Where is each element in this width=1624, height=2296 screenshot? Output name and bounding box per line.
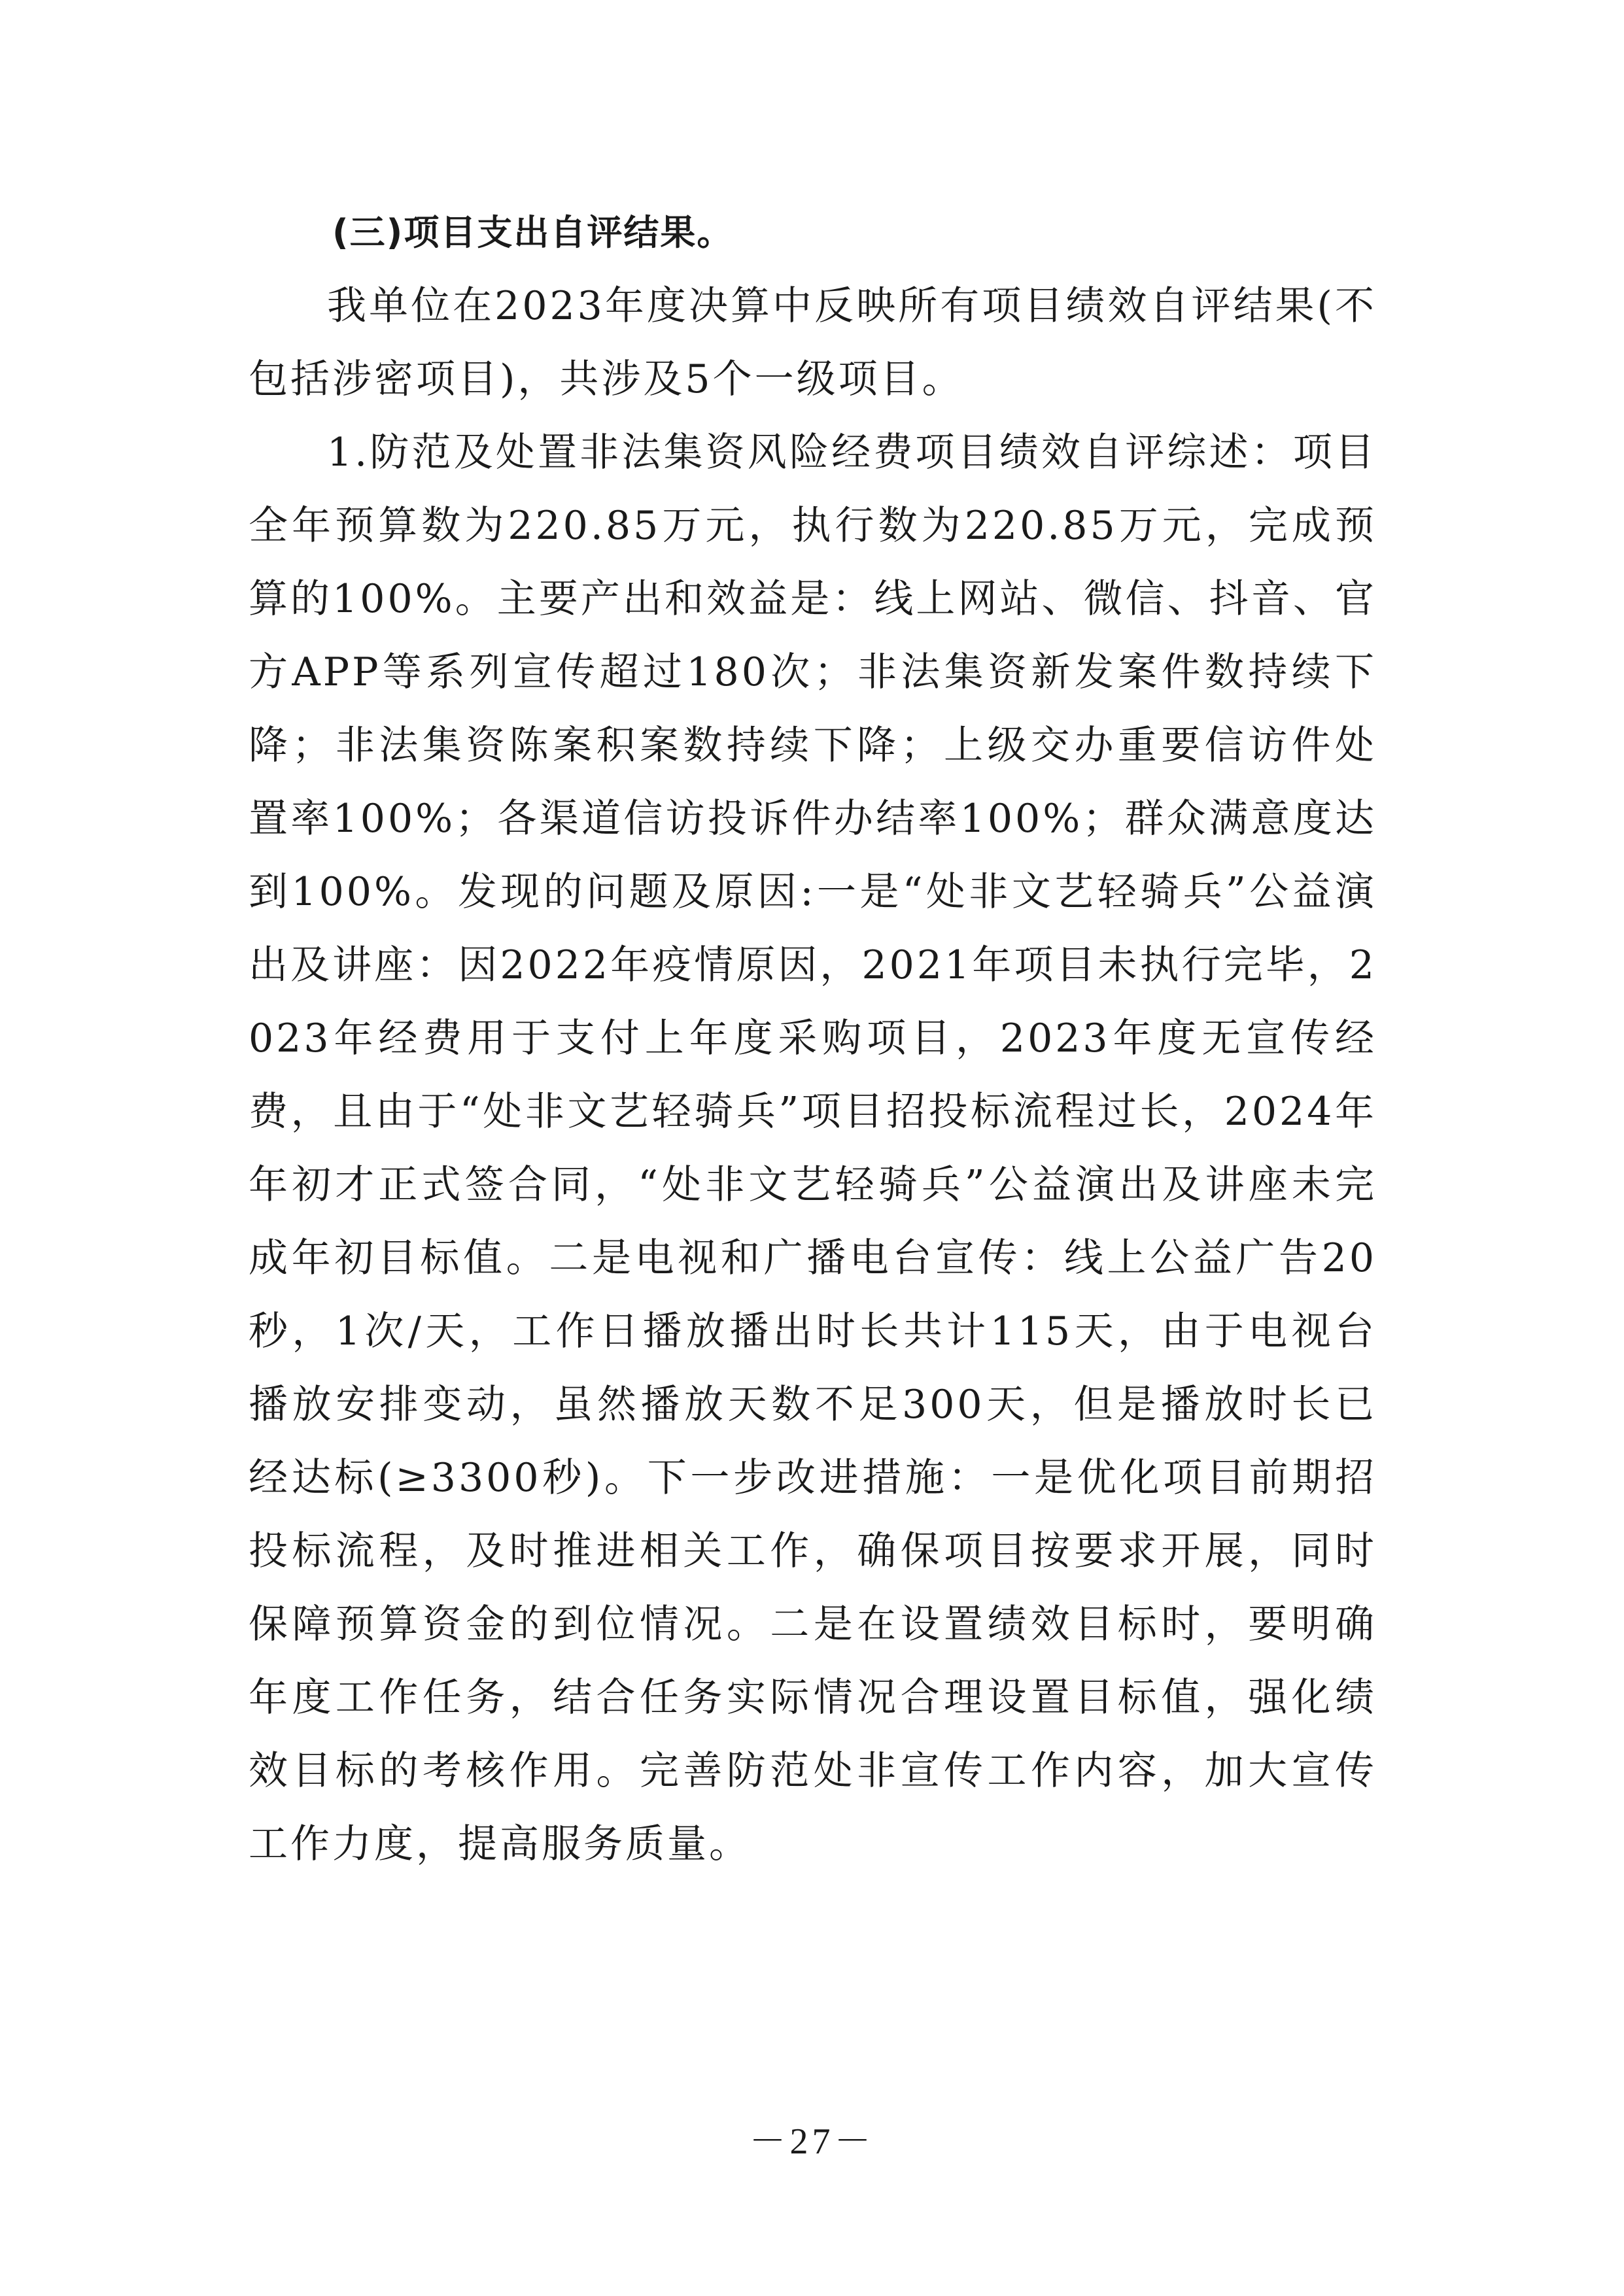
paragraph-summary: 我单位在2023年度决算中反映所有项目绩效自评结果(不包括涉密项目)，共涉及5个一级项目。 [249,283,1377,402]
paragraph-project-1: 1.防范及处置非法集资风险经费项目绩效自评综述：项目全年预算数为220.85万元，执行数为220.85万元，完成预算的100%。主要产出和效益是：线上网站、微信、抖音、官方APP等系列宣传超过180次；非法集资新发案件数持续下降；非法集资陈案积案数持续下降；上级交办重要信访件处置率100%；各渠道信访投诉件办结率100%；群众满意度达到100%。发现的问题及原因:一是“处非文艺轻骑兵”公益演出及讲座：因2022年疫情原因，2021年项目未执行完毕，2023年经费用于支付上年度采购项目，2023年度无宣传经费，且由于“处非文艺轻骑兵”项目招投标流程过长，2024年年初才正式签合同，“处非文艺轻骑兵”公益演出及讲座未完成年初目标值。二是电视和广播电台宣传：线上公益广告20秒，1次/天，工作日播放播出时长共计115天，由于电视台播放安排变动，虽然播放天数不足300天，但是播放时长已经达标(≥3300秒)。下一步改进措施：一是优化项目前期招投标流程，及时推进相关工作，确保项目按要求开展，同时保障预算资金的到位情况。二是在设置绩效目标时，要明确年度工作任务，结合任务实际情况合理设置目标值，强化绩效目标的考核作用。完善防范处非宣传工作内容，加大宣传工作力度，提高服务质量。 [249,430,1377,1867]
section-heading: (三)项目支出自评结果。 [332,212,734,253]
page-number: －27－ [749,2121,875,2162]
page-content [249,196,1377,1881]
